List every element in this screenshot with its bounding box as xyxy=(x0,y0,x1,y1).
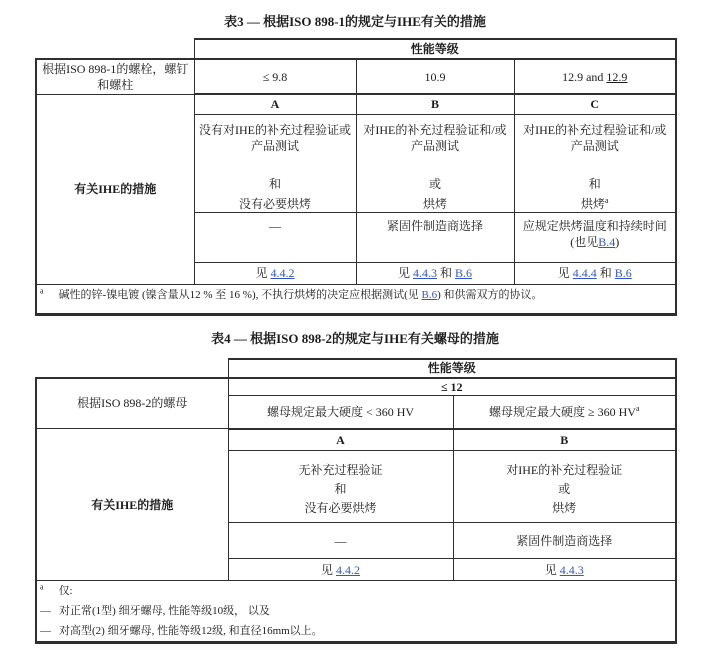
table4-row-class xyxy=(36,378,676,396)
footnote-text-pre: 碱性的锌-镍电镀 (镍含量从12 % 至 16 %), 不执行烘烤的决定应根据测试(见 xyxy=(58,288,422,301)
see-prefix: 见 xyxy=(255,266,271,280)
footnote-head: 仅: xyxy=(58,585,73,597)
footnote-item-dash: — xyxy=(40,605,51,617)
link-b6[interactable]: B.6 xyxy=(421,288,438,301)
desc-c-verification: 对IHE的补充过程验证和/或产品测试 xyxy=(523,122,667,153)
table4-perf-class-header: 性能等级 xyxy=(228,359,676,378)
hardness-high-text: 螺母规定最大硬度 ≥ 360 HV xyxy=(489,404,636,419)
table3-desc-a-cell xyxy=(194,114,356,212)
see-prefix: 见 xyxy=(544,562,560,577)
table3-title: 表3 — 根据ISO 898-1的规定与IHE有关的措施 xyxy=(224,14,486,29)
table4-desc-a-cell xyxy=(228,451,453,523)
table4-title: 表4 — 根据ISO 898-2的规定与IHE有关螺母的措施 xyxy=(211,330,499,346)
table4-grade-a-header: A xyxy=(228,429,453,451)
table3-row-grades xyxy=(36,94,676,114)
table3-class-mid-cell: 10.9 xyxy=(356,59,514,94)
link-b6[interactable]: B.6 xyxy=(455,266,473,280)
table4 xyxy=(35,358,677,645)
table4-action-b-cell: 紧固件制造商选择 xyxy=(453,523,676,559)
see-and: 和 xyxy=(596,266,615,280)
table3-grade-a-header: A xyxy=(194,94,356,114)
link-b4[interactable]: B.4 xyxy=(598,234,616,249)
table3-row-footnote xyxy=(36,284,676,314)
table4-see-b-cell xyxy=(453,559,676,581)
table4-hardness-low-cell: 螺母规定最大硬度 < 360 HV xyxy=(228,396,453,429)
see-and: 和 xyxy=(436,266,455,280)
see-prefix: 见 xyxy=(397,266,413,280)
table3-see-b-cell xyxy=(356,262,514,284)
desc-a-baking: 没有必要烘烤 xyxy=(304,501,377,515)
link-4-4-2[interactable]: 4.4.2 xyxy=(270,266,295,280)
see-prefix: 见 xyxy=(320,562,336,577)
table3-action-b-cell: 紧固件制造商选择 xyxy=(356,212,514,262)
link-4-4-4[interactable]: 4.4.4 xyxy=(572,266,597,280)
action-c-text: 应规定烘烤温度和持续时间 (也见 xyxy=(522,218,667,249)
link-4-4-3[interactable]: 4.4.3 xyxy=(412,266,437,280)
action-c-close: ) xyxy=(615,234,620,249)
table3-see-a-cell xyxy=(194,262,356,284)
desc-b-verification: 对IHE的补充过程验证和/或产品测试 xyxy=(363,122,507,153)
table4-footnote-item xyxy=(40,624,669,639)
desc-b-conjunction: 或 xyxy=(428,176,441,191)
table4-row-perf-header xyxy=(36,359,676,378)
see-prefix: 见 xyxy=(557,266,573,280)
footnote-item-text: 对正常(1型) 细牙螺母, 性能等级10级， 以及 xyxy=(59,605,270,617)
footnote-item-dash: — xyxy=(40,625,51,637)
table4-grade-b-header: B xyxy=(453,429,676,451)
hardness-footnote-ref: a xyxy=(635,403,640,413)
desc-a-baking: 没有必要烘烤 xyxy=(238,196,311,211)
table4-footnote-item xyxy=(40,604,669,619)
footnote-item-text: 对高型(2) 细牙螺母, 性能等级12级, 和直径16mm以上。 xyxy=(59,625,323,637)
table4-see-a-cell xyxy=(228,559,453,581)
table4-row-footnote xyxy=(36,581,676,643)
table3-class-high-cell xyxy=(514,59,676,94)
table3-see-c-cell xyxy=(514,262,676,284)
desc-c-baking xyxy=(519,196,672,212)
desc-a-verification: 无补充过程验证 xyxy=(298,463,383,477)
desc-a-verification: 没有对IHE的补充过程验证或产品测试 xyxy=(199,122,351,153)
table3-grade-b-header: B xyxy=(356,94,514,114)
footnote-marker-a: a xyxy=(40,582,44,592)
desc-c-conjunction: 和 xyxy=(588,176,601,191)
table4-class-header-cell: ≤ 12 xyxy=(228,378,676,396)
table3 xyxy=(35,38,677,316)
table4-hardness-high-cell xyxy=(453,396,676,429)
desc-b-baking: 烘烤 xyxy=(422,196,447,211)
table3-bolt-label-cell: 根据ISO 898-1的螺栓，螺钉和螺柱 xyxy=(36,59,194,94)
table4-corner-empty-cell xyxy=(36,359,228,378)
desc-a-conjunction: 和 xyxy=(268,176,281,191)
table4-action-a-cell: — xyxy=(228,523,453,559)
link-4-4-3[interactable]: 4.4.3 xyxy=(559,562,584,577)
footnote-marker-a: a xyxy=(40,285,44,295)
desc-a-conjunction: 和 xyxy=(334,482,347,496)
desc-b-verification: 对IHE的补充过程验证 xyxy=(506,463,623,477)
table4-footnote-header xyxy=(40,584,669,599)
table4-nut-label-cell: 根据ISO 898-2的螺母 xyxy=(36,378,228,429)
desc-c-baking-text: 烘烤 xyxy=(580,196,605,211)
table3-row-perf-header xyxy=(36,39,676,59)
table4-measures-label-cell: 有关IHE的措施 xyxy=(36,429,228,581)
table4-desc-b-cell xyxy=(453,451,676,523)
desc-b-baking: 烘烤 xyxy=(552,501,577,515)
table3-class-low-cell: ≤ 9.8 xyxy=(194,59,356,94)
footnote-text-post: ) 和供需双方的协议。 xyxy=(437,288,543,301)
table3-row-classes xyxy=(36,59,676,94)
table3-measures-label-cell: 有关IHE的措施 xyxy=(36,94,194,284)
link-b6[interactable]: B.6 xyxy=(614,266,632,280)
table3-action-a-cell: — xyxy=(194,212,356,262)
link-4-4-2[interactable]: 4.4.2 xyxy=(336,562,360,577)
desc-b-conjunction: 或 xyxy=(558,482,571,496)
table3-footnote-text xyxy=(59,289,543,301)
table3-corner-empty-cell xyxy=(36,39,194,59)
table3-footnote-cell xyxy=(36,284,676,314)
table3-class-high-underlined: 12.9 xyxy=(606,69,628,84)
desc-c-footnote-ref: a xyxy=(604,195,609,205)
table3-grade-c-header: C xyxy=(514,94,676,114)
table3-class-high-text: 12.9 and xyxy=(562,69,607,84)
table3-desc-b-cell xyxy=(356,114,514,212)
table3-perf-class-header: 性能等级 xyxy=(194,39,676,59)
table3-desc-c-cell xyxy=(514,114,676,212)
table4-footnote-cell xyxy=(36,581,676,643)
table3-action-c-cell xyxy=(514,212,676,262)
table4-row-grades xyxy=(36,429,676,451)
